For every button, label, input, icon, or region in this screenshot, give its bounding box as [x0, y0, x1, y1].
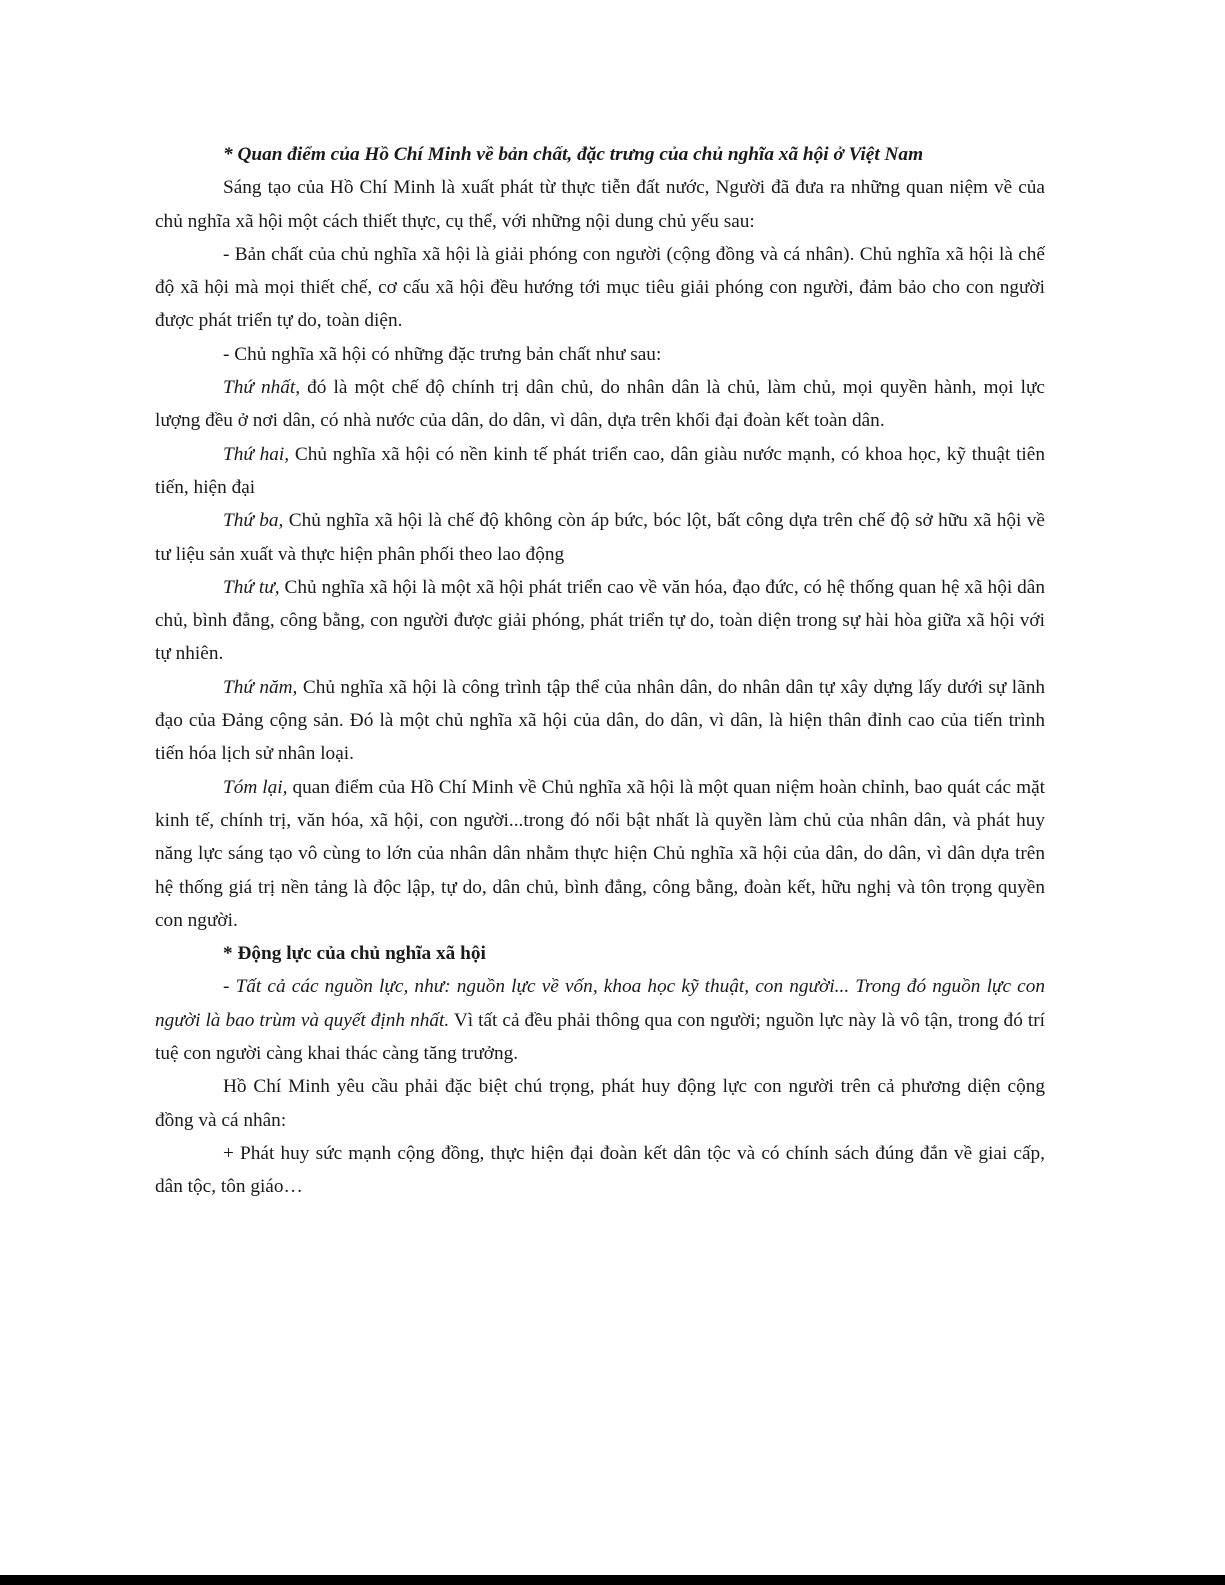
trait-lead: Thứ năm, [223, 676, 298, 698]
paragraph-summary [155, 771, 1045, 937]
paragraph-intro: Sáng tạo của Hồ Chí Minh là xuất phát từ thực tiễn đất nước, Người đã đưa ra những quan niệm về của chủ nghĩa xã hội một cách thiết thực, cụ thể, với những nội dung chủ yếu sau: [155, 177, 1045, 232]
nguon-luc-text: Vì tất cả đều phải thông qua con người; nguồn lực này là vô tận, trong đó trí tuệ con người càng khai thác càng tăng trưởng. [155, 1009, 1045, 1065]
trait-text: Chủ nghĩa xã hội có nền kinh tế phát triển cao, dân giàu nước mạnh, có khoa học, kỹ thuật tiên tiến, hiện đại [155, 443, 1045, 498]
paragraph-trait-5 [155, 671, 1045, 771]
section-heading-ban-chat: * Quan điểm của Hồ Chí Minh về bản chất, đặc trưng của chủ nghĩa xã hội ở Việt Nam [223, 144, 924, 165]
trait-lead: Thứ hai, [223, 443, 290, 465]
bottom-border [0, 1575, 1225, 1585]
trait-lead: Thứ nhất, [223, 377, 301, 399]
paragraph-ban-chat: - Bản chất của chủ nghĩa xã hội là giải phóng con người (cộng đồng và cá nhân). Chủ nghĩa xã hội là chế độ xã hội mà mọi thiết chế, cơ cấu xã hội đều hướng tới mục tiêu giải phóng con người, đảm bảo cho con người được phát triển tự do, toàn diện. [155, 243, 1045, 332]
paragraph-trait-1 [155, 371, 1045, 438]
trait-text: đó là một chế độ chính trị dân chủ, do nhân dân là chủ, làm chủ, mọi quyền hành, mọi lực lượng đều ở nơi dân, có nhà nước của dân, do dân, vì dân, dựa trên khối đại đoàn kết toàn dân. [155, 377, 1045, 432]
summary-lead: Tóm lại, [223, 776, 288, 798]
paragraph-yeu-cau: Hồ Chí Minh yêu cầu phải đặc biệt chú trọng, phát huy động lực con người trên cả phương diện cộng đồng và cá nhân: [155, 1076, 1045, 1131]
paragraph-trait-4 [155, 571, 1045, 671]
trait-text: Chủ nghĩa xã hội là một xã hội phát triển cao về văn hóa, đạo đức, có hệ thống quan hệ xã hội dân chủ, bình đẳng, công bằng, con người được giải phóng, phát triển tự do, toàn diện trong sự hài hòa giữa xã hội với tự nhiên. [155, 576, 1045, 665]
paragraph-dac-trung: - Chủ nghĩa xã hội có những đặc trưng bản chất như sau: [223, 343, 662, 365]
trait-text: Chủ nghĩa xã hội là chế độ không còn áp bức, bóc lột, bất công dựa trên chế độ sở hữu xã hội về tư liệu sản xuất và thực hiện phân phối theo lao động [155, 510, 1045, 565]
nguon-luc-italic: - Tất cả các nguồn lực, như: nguồn lực về vốn, khoa học kỹ thuật, con người... Trong đó nguồn lực con người là bao trùm và quyết định nhất. [155, 976, 1045, 1031]
trait-lead: Thứ ba, [223, 510, 284, 532]
trait-lead: Thứ tư, [223, 576, 280, 598]
trait-text: Chủ nghĩa xã hội là công trình tập thể của nhân dân, do nhân dân tự xây dựng lấy dưới sự lãnh đạo của Đảng cộng sản. Đó là một chủ nghĩa xã hội của dân, do dân, vì dân, là hiện thân đỉnh cao của tiến trình tiến hóa lịch sử nhân loại. [155, 676, 1045, 765]
summary-text: quan điểm của Hồ Chí Minh về Chủ nghĩa xã hội là một quan niệm hoàn chỉnh, bao quát các mặt kinh tế, chính trị, văn hóa, xã hội, con người...trong đó nổi bật nhất là quyền làm chủ của nhân dân, và phát huy năng lực sáng tạo vô cùng to lớn của nhân dân nhằm thực hiện Chủ nghĩa xã hội của dân, do dân, vì dân dựa trên hệ thống giá trị nền tảng là độc lập, tự do, dân chủ, bình đẳng, công bằng, đoàn kết, hữu nghị và tôn trọng quyền con người. [155, 776, 1045, 931]
document-page [155, 138, 1045, 1204]
paragraph-nguon-luc [155, 970, 1045, 1070]
paragraph-trait-2 [155, 438, 1045, 505]
paragraph-trait-3 [155, 504, 1045, 571]
section-heading-dong-luc: * Động lực của chủ nghĩa xã hội [223, 943, 486, 965]
paragraph-cong-dong: + Phát huy sức mạnh cộng đồng, thực hiện đại đoàn kết dân tộc và có chính sách đúng đắn về giai cấp, dân tộc, tôn giáo… [155, 1142, 1045, 1198]
